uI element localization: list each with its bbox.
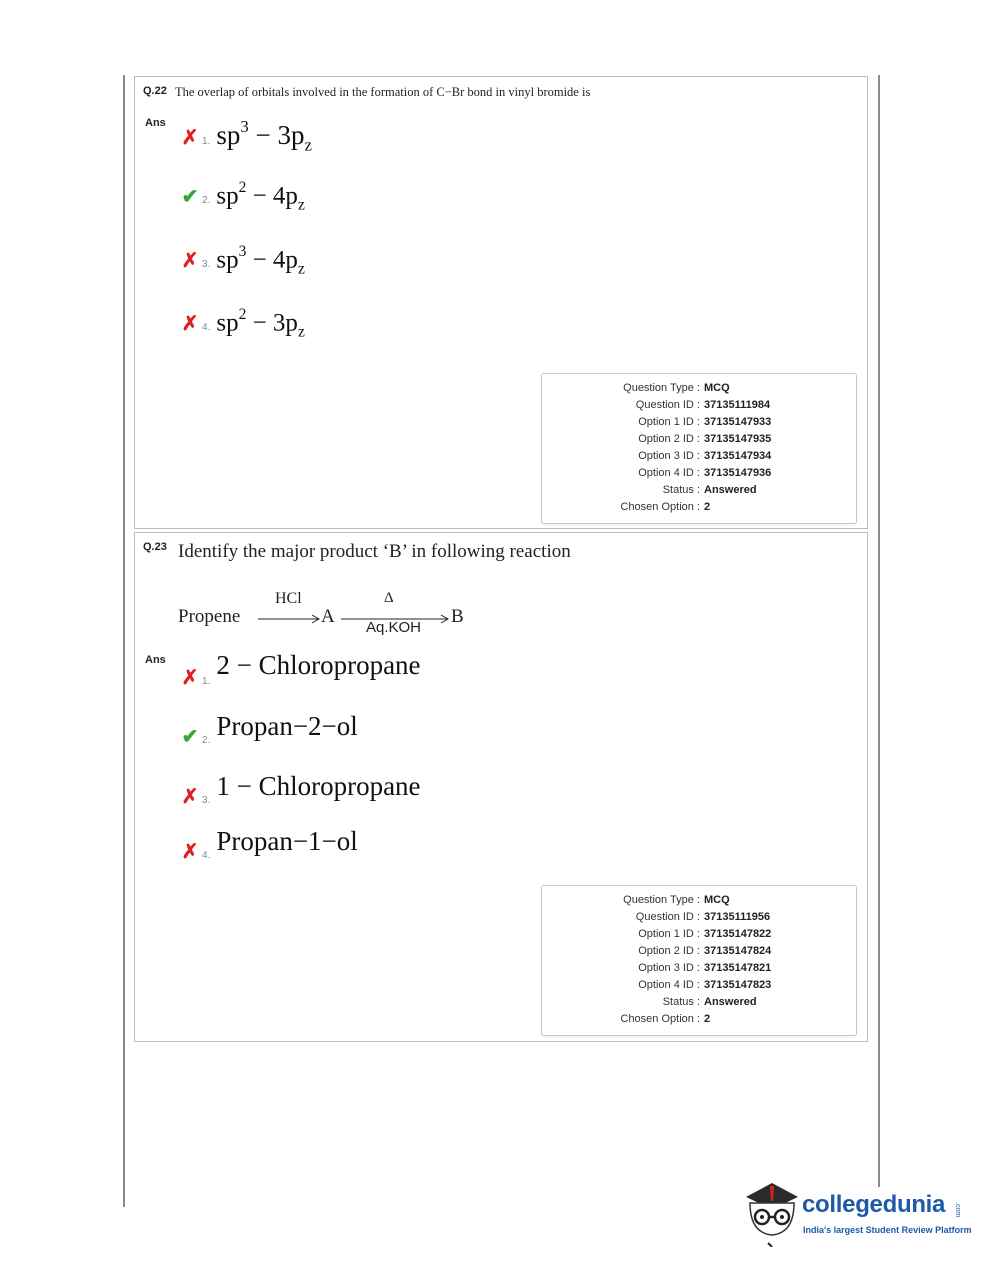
intermediate: A [321, 606, 335, 627]
product: B [451, 606, 464, 627]
question-number: Q.23 [143, 541, 167, 553]
wrong-mark-icon: ✗ [181, 786, 199, 808]
option-text: $sp^2 - 3p_z$ [216, 306, 305, 341]
meta-value: 37135111956 [704, 911, 771, 923]
option-4 [181, 826, 358, 863]
meta-key: Option 1 ID : [638, 928, 700, 940]
meta-key: Option 2 ID : [638, 433, 700, 445]
ans-label: Ans [145, 117, 166, 129]
option-number: 4. [202, 322, 211, 334]
mascot-icon [740, 1177, 804, 1247]
option-3 [181, 771, 421, 808]
wrong-mark-icon: ✗ [181, 313, 199, 336]
correct-check-icon: ✔ [181, 726, 199, 748]
option-number: 4. [202, 850, 211, 861]
right-margin-rule [878, 75, 880, 1187]
wrong-mark-icon: ✗ [181, 667, 199, 689]
ans-label: Ans [145, 654, 166, 666]
brand-name: collegedunia [802, 1191, 946, 1218]
meta-value: 2 [704, 1013, 711, 1025]
meta-key: Option 4 ID : [638, 979, 700, 991]
reagent-1: HCl [275, 590, 302, 607]
option-text: Propan−1−ol [216, 826, 358, 856]
meta-key: Question Type : [623, 382, 700, 394]
meta-value: Answered [704, 996, 757, 1008]
meta-value: MCQ [704, 894, 730, 906]
wrong-mark-icon: ✗ [181, 841, 199, 863]
meta-value: Answered [704, 484, 757, 496]
wrong-mark-icon: ✗ [181, 250, 199, 273]
wrong-mark-icon: ✗ [181, 127, 199, 149]
meta-value: 37135147933 [704, 416, 772, 428]
meta-value: 37135147823 [704, 979, 772, 991]
question-meta-box [541, 885, 857, 1036]
option-text: 1 − Chloropropane [216, 771, 421, 801]
meta-key: Question Type : [623, 894, 700, 906]
reaction-arrow-1 [258, 614, 322, 624]
meta-value: 37135147936 [704, 467, 772, 479]
option-3 [181, 245, 305, 278]
option-number: 2. [202, 735, 211, 746]
meta-key: Option 3 ID : [638, 450, 700, 462]
question-23-panel [134, 532, 868, 1042]
option-2 [181, 711, 358, 748]
option-text: $sp^3 - 3p_z$ [216, 117, 312, 155]
option-number: 3. [202, 259, 211, 271]
meta-value: 37135147935 [704, 433, 772, 445]
option-number: 1. [202, 676, 211, 687]
meta-value: 37135147822 [704, 928, 772, 940]
option-number: 3. [202, 795, 211, 806]
option-text: 2 − Chloropropane [216, 650, 421, 680]
collegedunia-logo[interactable] [740, 1175, 980, 1255]
meta-key: Chosen Option : [620, 1013, 700, 1025]
option-2 [181, 181, 305, 214]
question-22-panel [134, 76, 868, 529]
meta-value: 37135147934 [704, 450, 772, 462]
meta-key: Status : [662, 484, 700, 496]
meta-value: MCQ [704, 382, 730, 394]
option-number: 2. [202, 195, 211, 207]
meta-key: Chosen Option : [620, 501, 700, 513]
question-text: The overlap of orbitals involved in the formation of C−Br bond in vinyl bromide is [175, 85, 591, 99]
reagent-2-top: Δ [384, 590, 394, 606]
correct-check-icon: ✔ [181, 186, 199, 209]
option-text: $sp^3 - 4p_z$ [216, 243, 305, 278]
meta-value: 37135147824 [704, 945, 772, 957]
brand-suffix: .com [954, 1202, 961, 1218]
left-margin-rule [123, 75, 125, 1207]
meta-key: Status : [662, 996, 700, 1008]
meta-key: Question ID : [635, 399, 700, 411]
meta-key: Option 4 ID : [638, 467, 700, 479]
meta-key: Option 1 ID : [638, 416, 700, 428]
meta-value: 2 [704, 501, 711, 513]
meta-key: Option 2 ID : [638, 945, 700, 957]
option-4 [181, 308, 305, 341]
option-text: Propan−2−ol [216, 711, 358, 741]
reagent-2-bottom: Aq.KOH [366, 619, 422, 636]
meta-key: Option 3 ID : [638, 962, 700, 974]
meta-value: 37135147821 [704, 962, 772, 974]
question-number: Q.22 [143, 85, 167, 97]
question-meta-box [541, 373, 857, 524]
reactant: Propene [178, 606, 241, 627]
option-text: $sp^2 - 4p_z$ [216, 179, 305, 214]
meta-key: Question ID : [635, 911, 700, 923]
question-text: Identify the major product ‘B’ in following reaction [178, 541, 571, 562]
brand-tagline: India's largest Student Review Platform [803, 1225, 972, 1235]
option-number: 1. [202, 136, 211, 147]
meta-value: 37135111984 [704, 399, 771, 411]
option-1 [181, 650, 421, 689]
option-1 [181, 119, 312, 155]
